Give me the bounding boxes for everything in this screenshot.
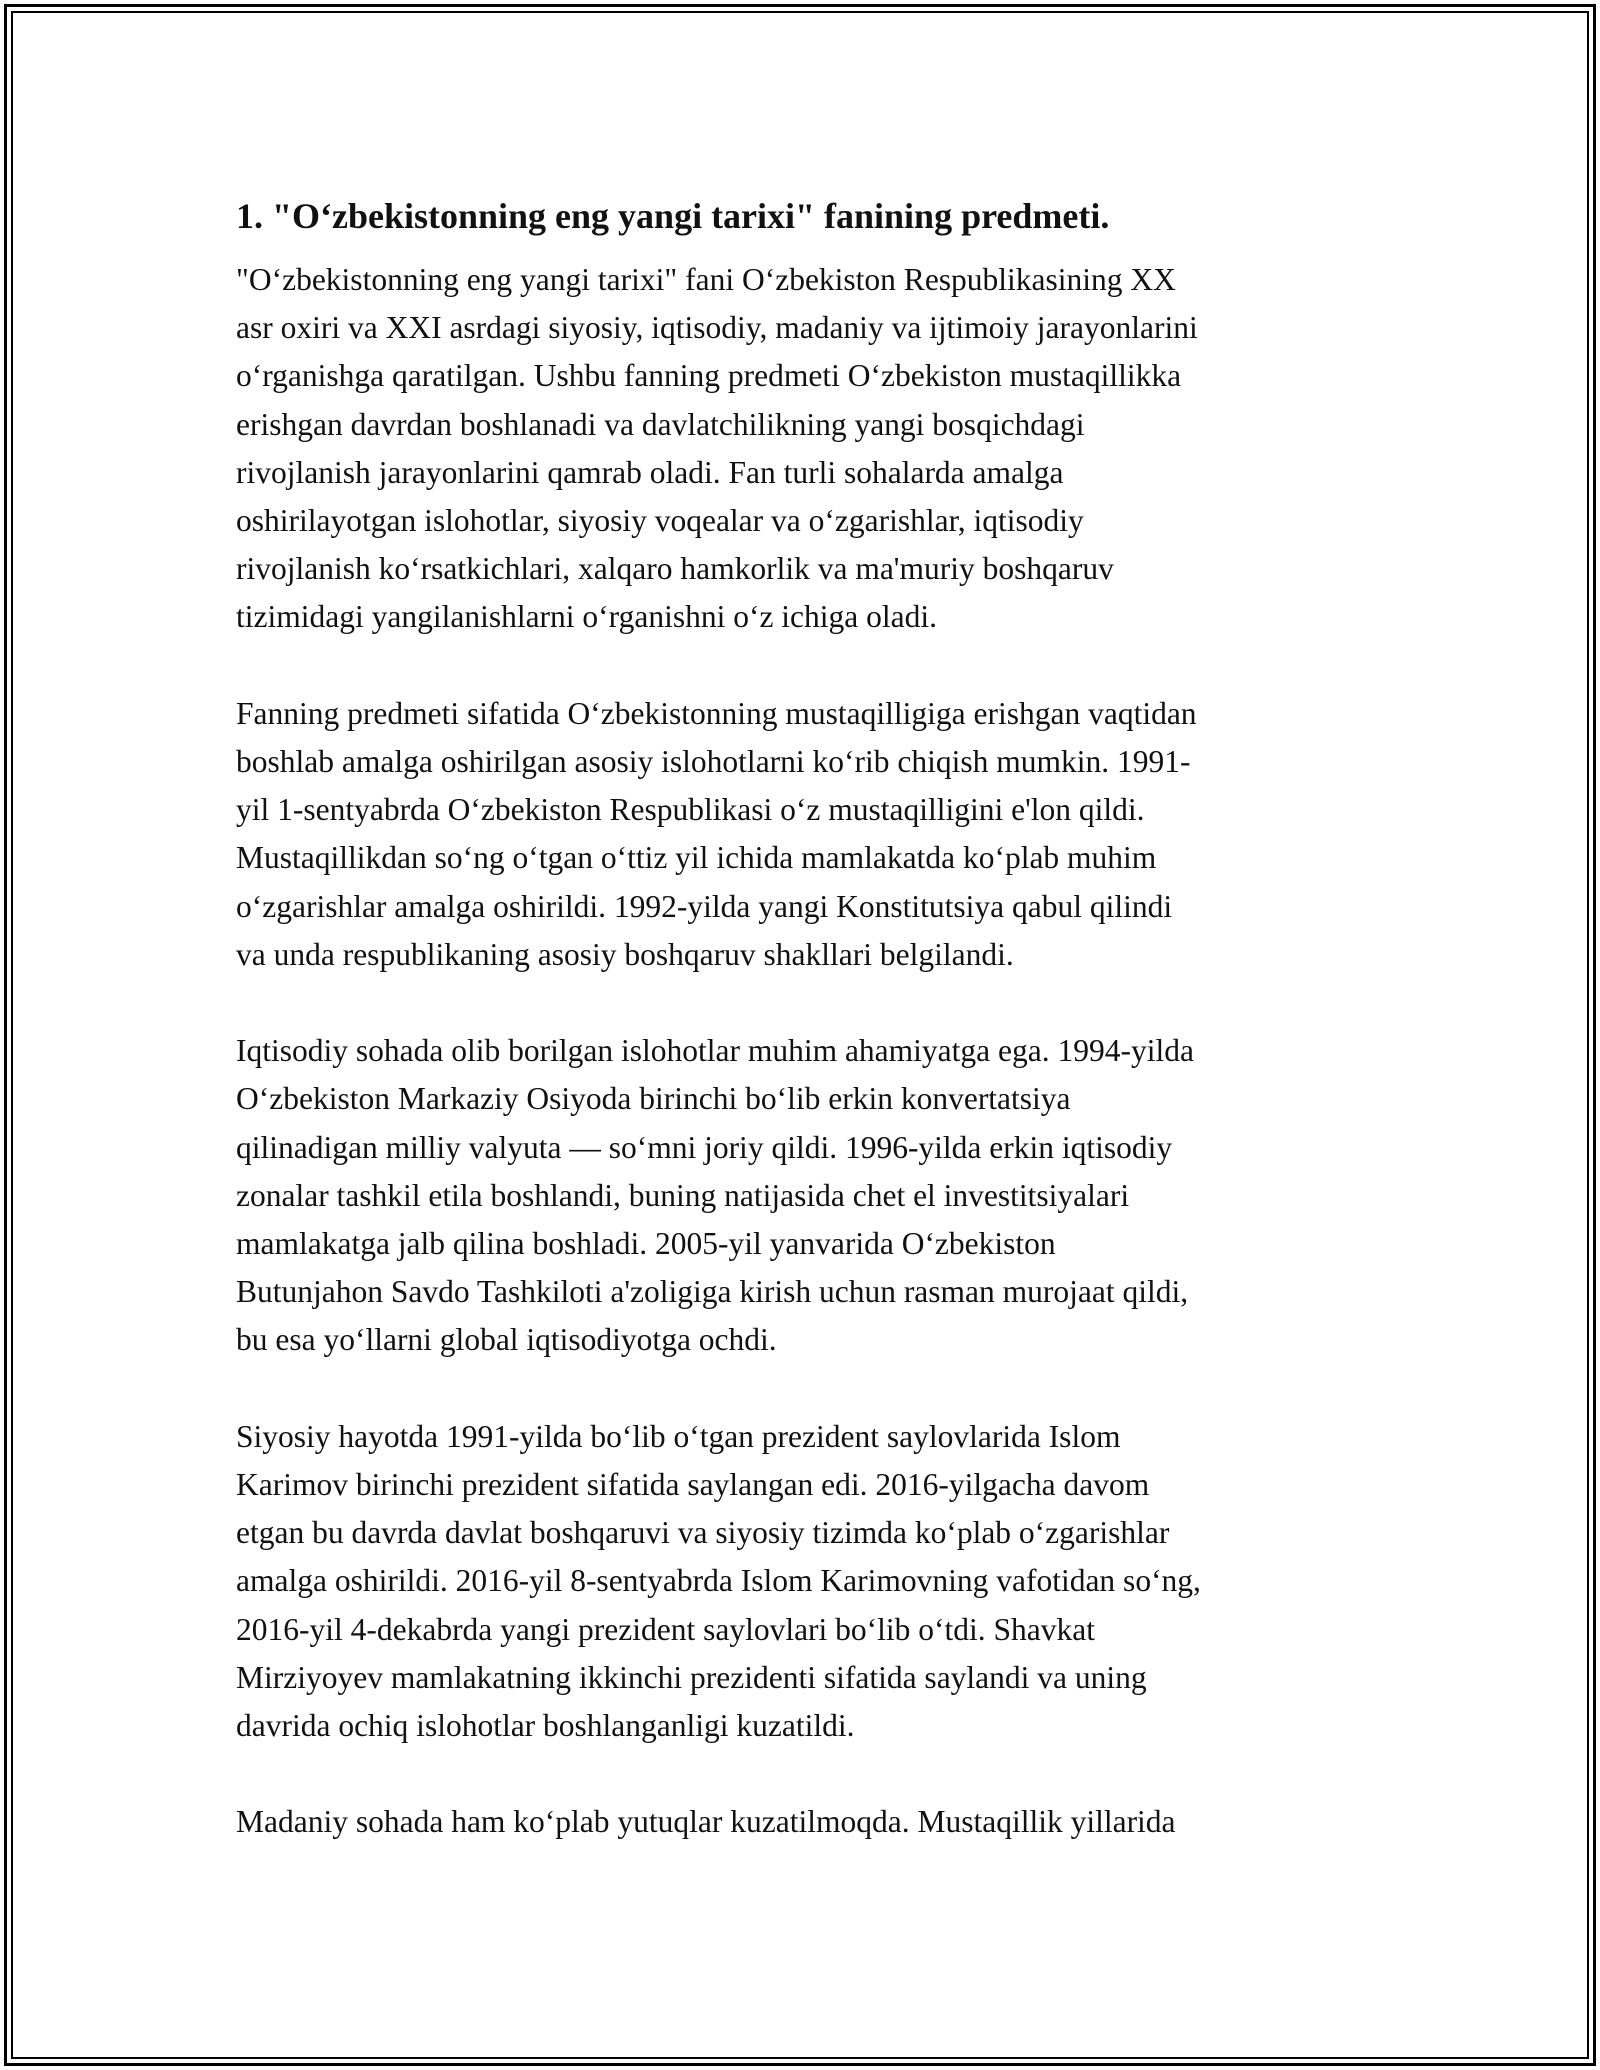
text-line: o‘zgarishlar amalga oshirildi. 1992-yilda yangi Konstitutsiya qabul qilindi xyxy=(236,888,1173,924)
text-line: O‘zbekiston Markaziy Osiyoda birinchi bo‘lib erkin konvertatsiya xyxy=(236,1081,1071,1117)
paragraph-subject-overview xyxy=(236,256,1366,642)
document-page xyxy=(236,188,1366,1847)
paragraph-cultural-sphere xyxy=(236,1798,1366,1846)
text-line: Fanning predmeti sifatida O‘zbekistonning mustaqilligiga erishgan vaqtidan xyxy=(236,695,1197,731)
text-line: o‘rganishga qaratilgan. Ushbu fanning predmeti O‘zbekiston mustaqillikka xyxy=(236,358,1182,394)
text-line: amalga oshirildi. 2016-yil 8-sentyabrda Islom Karimovning vafotidan so‘ng, xyxy=(236,1563,1201,1599)
text-line: qilinadigan milliy valyuta — so‘mni joriy qildi. 1996-yilda erkin iqtisodiy xyxy=(236,1129,1173,1165)
text-line: mamlakatga jalb qilina boshladi. 2005-yil yanvarida O‘zbekiston xyxy=(236,1226,1056,1262)
text-line: boshlab amalga oshirilgan asosiy islohotlarni ko‘rib chiqish mumkin. 1991- xyxy=(236,744,1191,780)
text-line: etgan bu davrda davlat boshqaruvi va siyosiy tizimda ko‘plab o‘zgarishlar xyxy=(236,1515,1170,1551)
text-line: zonalar tashkil etila boshlandi, buning natijasida chet el investitsiyalari xyxy=(236,1177,1130,1213)
text-line: Mustaqillikdan so‘ng o‘tgan o‘ttiz yil ichida mamlakatda ko‘plab muhim xyxy=(236,840,1157,876)
text-line: Iqtisodiy sohada olib borilgan islohotlar muhim ahamiyatga ega. 1994-yilda xyxy=(236,1033,1194,1069)
paragraph-economic-reforms xyxy=(236,1027,1366,1364)
text-line: rivojlanish jarayonlarini qamrab oladi. Fan turli sohalarda amalga xyxy=(236,454,1064,490)
paragraph-political-life xyxy=(236,1413,1366,1750)
text-line: erishgan davrdan boshlanadi va davlatchilikning yangi bosqichdagi xyxy=(236,406,1085,442)
text-line: Karimov birinchi prezident sifatida saylangan edi. 2016-yilgacha davom xyxy=(236,1467,1150,1503)
text-line: va unda respublikaning asosiy boshqaruv shakllari belgilandi. xyxy=(236,936,1014,972)
section-heading: 1. "O‘zbekistonning eng yangi tarixi" fanining predmeti. xyxy=(236,196,1110,236)
text-line: "O‘zbekistonning eng yangi tarixi" fani O‘zbekiston Respublikasining XX xyxy=(236,262,1176,297)
text-line: Madaniy sohada ham ko‘plab yutuqlar kuzatilmoqda. Mustaqillik yillarida xyxy=(236,1804,1176,1840)
paragraph-independence-reforms xyxy=(236,690,1366,979)
text-line: Butunjahon Savdo Tashkiloti a'zoligiga kirish uchun rasman murojaat qildi, xyxy=(236,1274,1189,1310)
text-line: 2016-yil 4-dekabrda yangi prezident saylovlari bo‘lib o‘tdi. Shavkat xyxy=(236,1611,1096,1647)
text-line: oshirilayotgan islohotlar, siyosiy voqealar va o‘zgarishlar, iqtisodiy xyxy=(236,503,1084,539)
text-line: bu esa yo‘llarni global iqtisodiyotga ochdi. xyxy=(236,1322,777,1358)
text-line: Mirziyoyev mamlakatning ikkinchi prezidenti sifatida saylandi va uning xyxy=(236,1659,1147,1695)
text-line: tizimidagi yangilanishlarni o‘rganishni o‘z ichiga oladi. xyxy=(236,599,937,635)
text-line: davrida ochiq islohotlar boshlanganligi kuzatildi. xyxy=(236,1708,855,1744)
text-line: rivojlanish ko‘rsatkichlari, xalqaro hamkorlik va ma'muriy boshqaruv xyxy=(236,551,1114,587)
text-line: yil 1-sentyabrda O‘zbekiston Respublikasi o‘z mustaqilligini e'lon qildi. xyxy=(236,792,1145,828)
text-line: Siyosiy hayotda 1991-yilda bo‘lib o‘tgan prezident saylovlarida Islom xyxy=(236,1418,1121,1454)
text-line: asr oxiri va XXI asrdagi siyosiy, iqtisodiy, madaniy va ijtimoiy jarayonlarini xyxy=(236,310,1198,346)
